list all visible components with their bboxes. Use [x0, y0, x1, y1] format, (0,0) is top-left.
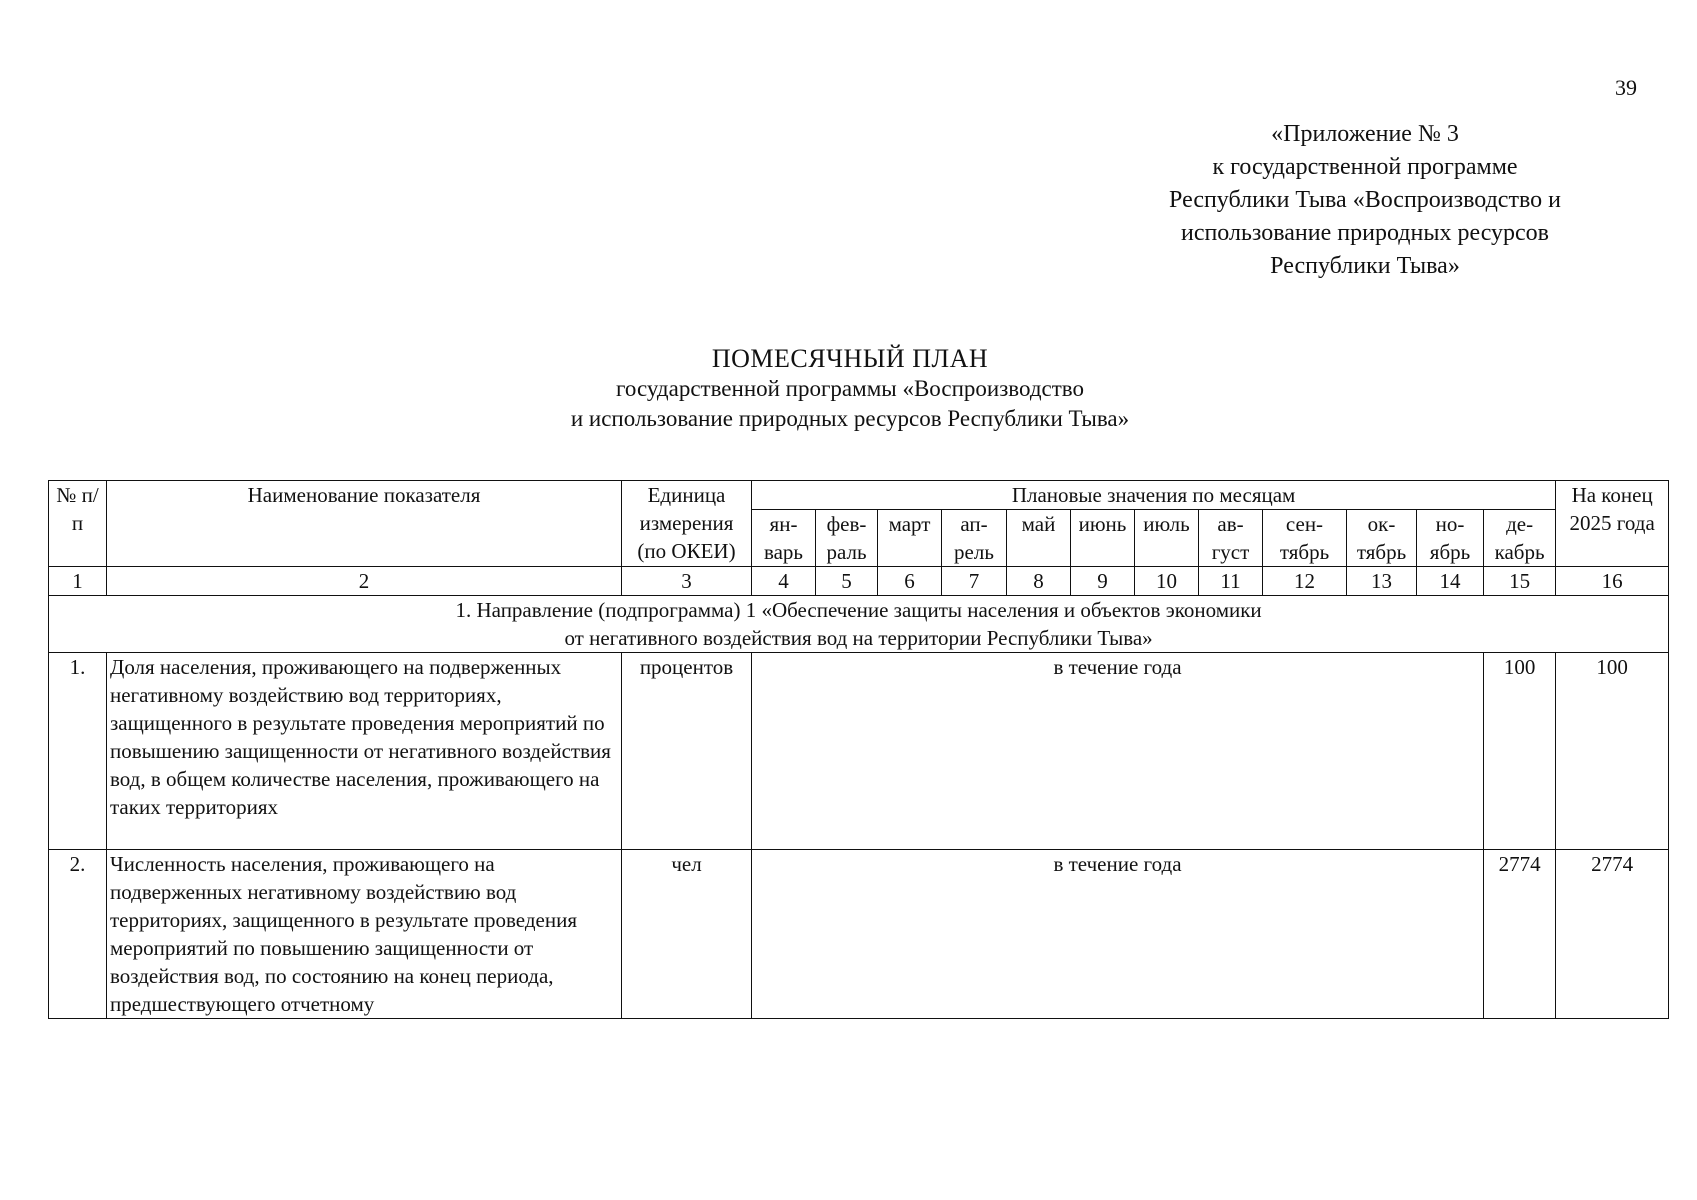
- column-index: 10: [1135, 567, 1199, 596]
- column-index: 2: [107, 567, 622, 596]
- header-month: май: [1007, 510, 1071, 567]
- section-heading-line: от негативного воздействия вод на территории Республики Тыва»: [564, 626, 1153, 650]
- table-row: [49, 850, 1669, 1019]
- column-index: 6: [878, 567, 942, 596]
- table-row: [49, 653, 1669, 850]
- column-index: 5: [816, 567, 878, 596]
- december-value: 100: [1484, 653, 1556, 850]
- header-month: фев-раль: [816, 510, 878, 567]
- indicator-name: Численность населения, проживающего на подверженных негативному воздействию вод территориях, защищенного в результате проведения мероприятий по повышению защищенности от воздействия вод, по состоянию на конец периода, предшествующего отчетному: [107, 850, 622, 1019]
- header-month: ав-густ: [1199, 510, 1263, 567]
- header-num: № п/п: [49, 481, 107, 567]
- row-number: 1.: [49, 653, 107, 850]
- header-month: ян-варь: [752, 510, 816, 567]
- indicator-name: Доля населения, проживающего на подверженных негативному воздействию вод территориях, защищенного в результате проведения мероприятий по повышению защищенности от негативного воздействия вод, в общем количестве населения, проживающего на таких территориях: [107, 653, 622, 850]
- header-plan: Плановые значения по месяцам: [752, 481, 1556, 510]
- monthly-plan-table: [48, 480, 1669, 1019]
- header-end: На конец 2025 года: [1556, 481, 1669, 567]
- column-index-row: [49, 567, 1669, 596]
- end-of-year-value: 2774: [1556, 850, 1669, 1019]
- unit-cell: процентов: [622, 653, 752, 850]
- column-index: 4: [752, 567, 816, 596]
- title-subtitle-line: государственной программы «Воспроизводство: [616, 376, 1084, 401]
- header-unit: Единица измерения (по ОКЕИ): [622, 481, 752, 567]
- header-month: сен-тябрь: [1263, 510, 1347, 567]
- section-heading-line: 1. Направление (подпрограмма) 1 «Обеспечение защиты населения и объектов экономики: [455, 598, 1262, 622]
- period-cell: в течение года: [752, 653, 1484, 850]
- header-month: но-ябрь: [1417, 510, 1484, 567]
- appendix-line: «Приложение № 3: [1271, 121, 1459, 147]
- header-month: ок-тябрь: [1347, 510, 1417, 567]
- appendix-line: Республики Тыва «Воспроизводство и: [1169, 187, 1561, 213]
- row-number: 2.: [49, 850, 107, 1019]
- column-index: 14: [1417, 567, 1484, 596]
- column-index: 7: [942, 567, 1007, 596]
- page-number: 39: [1615, 75, 1637, 100]
- header-month: де-кабрь: [1484, 510, 1556, 567]
- unit-cell: чел: [622, 850, 752, 1019]
- column-index: 9: [1071, 567, 1135, 596]
- appendix-line: использование природных ресурсов: [1180, 220, 1550, 246]
- header-month: ап-рель: [942, 510, 1007, 567]
- column-index: 16: [1556, 567, 1669, 596]
- section-heading: [49, 596, 1669, 653]
- end-of-year-value: 100: [1556, 653, 1669, 850]
- title-main: ПОМЕСЯЧНЫЙ ПЛАН: [711, 344, 989, 373]
- column-index: 11: [1199, 567, 1263, 596]
- header-month: март: [878, 510, 942, 567]
- column-index: 13: [1347, 567, 1417, 596]
- header-name: Наименование показателя: [107, 481, 622, 567]
- column-index: 15: [1484, 567, 1556, 596]
- period-cell: в течение года: [752, 850, 1484, 1019]
- column-index: 12: [1263, 567, 1347, 596]
- header-month: июнь: [1071, 510, 1135, 567]
- document-title: [400, 344, 1300, 434]
- header-row: [49, 481, 1669, 510]
- appendix-note: [1150, 118, 1580, 283]
- appendix-line: Республики Тыва»: [1270, 253, 1460, 279]
- appendix-line: к государственной программе: [1212, 154, 1518, 180]
- december-value: 2774: [1484, 850, 1556, 1019]
- column-index: 1: [49, 567, 107, 596]
- column-index: 3: [622, 567, 752, 596]
- header-month: июль: [1135, 510, 1199, 567]
- column-index: 8: [1007, 567, 1071, 596]
- section-row: [49, 596, 1669, 653]
- title-subtitle-line: и использование природных ресурсов Республики Тыва»: [570, 406, 1130, 431]
